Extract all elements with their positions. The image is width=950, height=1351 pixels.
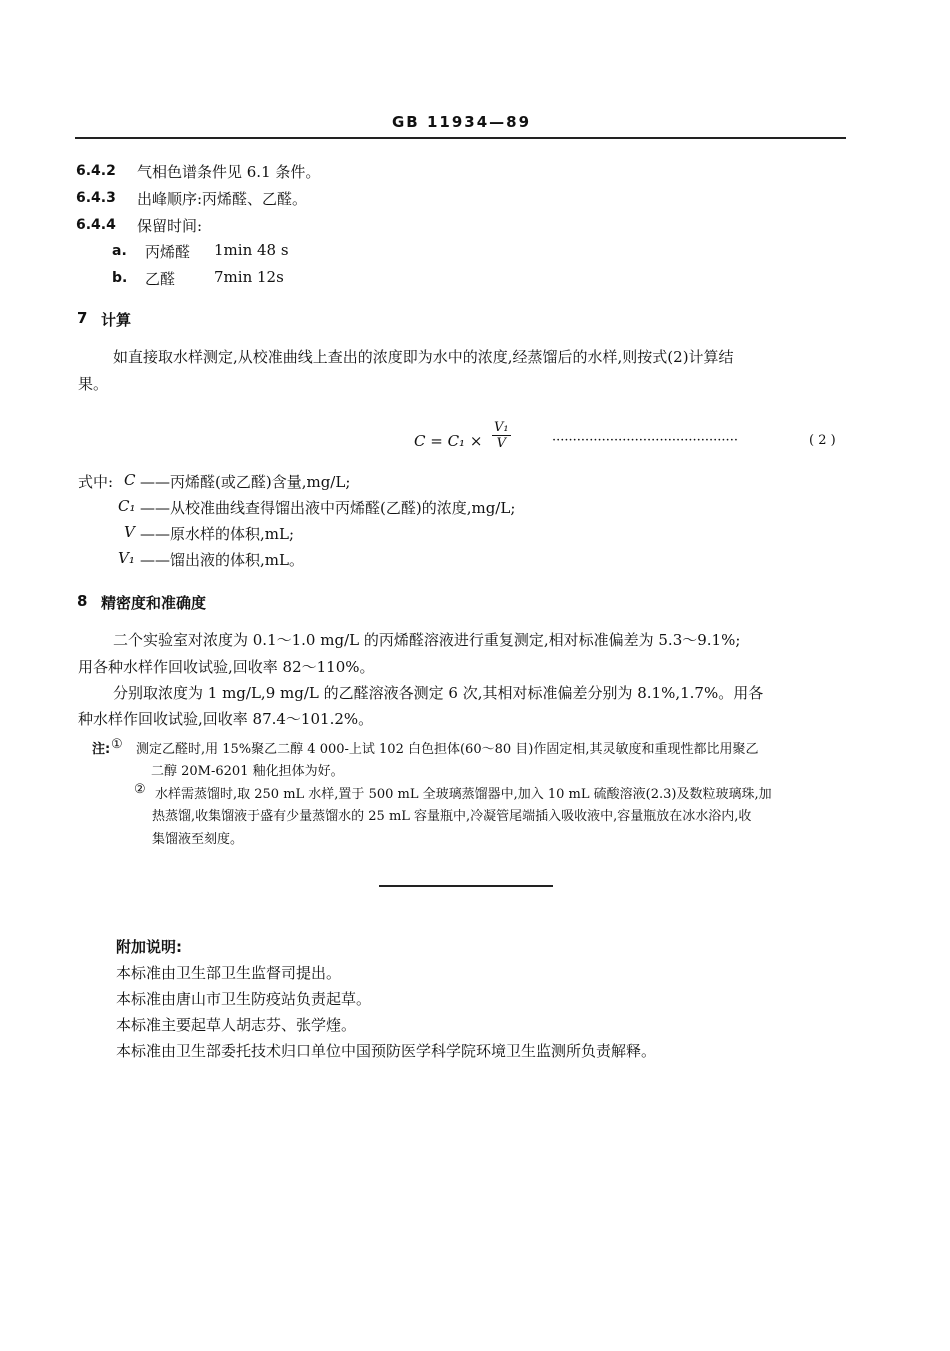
appendix-line: 本标准由唐山市卫生防疫站负责起草。 [116, 990, 372, 1008]
note-text: 测定乙醛时,用 15%聚乙二醇 4 000-上试 102 白色担体(60～80 目)作固定相,其灵敏度和重现性都比用聚乙 [136, 742, 759, 757]
note-text: 集馏液至刻度。 [152, 832, 244, 847]
standard-number: GB 11934—89 [392, 113, 532, 131]
retention-time: 7min 12s [214, 268, 284, 286]
clause-text: 气相色谱条件见 6.1 条件。 [137, 163, 321, 181]
equation-number: ( 2 ) [809, 433, 836, 448]
fraction-numerator: V₁ [494, 420, 509, 435]
paragraph-line: 种水样作回收试验,回收率 87.4～101.2%。 [78, 710, 374, 728]
variable-symbol: V₁ [118, 549, 135, 567]
formula-leader-dots: ············································· [552, 433, 738, 448]
list-label: a. [112, 243, 127, 259]
note-text: 二醇 20M-6201 釉化担体为好。 [151, 764, 344, 779]
paragraph-line: 二个实验室对浓度为 0.1～1.0 mg/L 的丙烯醛溶液进行重复测定,相对标准偏差为 5.3～9.1%; [113, 631, 741, 649]
section-title: 精密度和准确度 [101, 594, 207, 612]
section-number: 8 [77, 592, 88, 610]
variable-description: ——丙烯醛(或乙醛)含量,mg/L; [140, 473, 351, 491]
clause-number: 6.4.2 [76, 163, 116, 179]
note-label: 注: [92, 742, 111, 757]
paragraph-line: 果。 [78, 375, 109, 393]
appendix-line: 本标准由卫生部委托技术归口单位中国预防医学科学院环境卫生监测所负责解释。 [116, 1042, 657, 1060]
note-text: 水样需蒸馏时,取 250 mL 水样,置于 500 mL 全玻璃蒸馏器中,加入 10 mL 硫酸溶液(2.3)及数粒玻璃珠,加 [155, 787, 772, 802]
clause-text: 出峰顺序:丙烯醛、乙醛。 [137, 190, 308, 208]
paragraph-line: 用各种水样作回收试验,回收率 82～110%。 [78, 658, 375, 676]
end-divider [379, 885, 553, 887]
appendix-title: 附加说明: [116, 938, 182, 956]
variable-symbol: C [124, 471, 136, 489]
variable-symbol: V [124, 523, 135, 541]
variable-description: ——原水样的体积,mL; [140, 525, 295, 543]
clause-text: 保留时间: [137, 217, 203, 235]
paragraph-line: 如直接取水样测定,从校准曲线上查出的浓度即为水中的浓度,经蒸馏后的水样,则按式(2)计算结 [113, 348, 734, 366]
appendix-line: 本标准由卫生部卫生监督司提出。 [116, 964, 342, 982]
variable-description: ——从校准曲线查得馏出液中丙烯醛(乙醛)的浓度,mg/L; [140, 499, 516, 517]
note-text: 热蒸馏,收集馏液于盛有少量蒸馏水的 25 mL 容量瓶中,冷凝管尾端插入吸收液中,容量瓶放在冰水浴内,收 [152, 809, 752, 824]
list-label: b. [112, 270, 128, 286]
compound-name: 乙醛 [145, 270, 176, 288]
fraction-denominator: V [496, 436, 506, 451]
note-marker: ① [111, 737, 123, 752]
paragraph-line: 分别取浓度为 1 mg/L,9 mg/L 的乙醛溶液各测定 6 次,其相对标准偏差分别为 8.1%,1.7%。用各 [113, 684, 764, 702]
where-label: 式中: [78, 473, 114, 491]
clause-number: 6.4.4 [76, 217, 116, 233]
header-rule [75, 137, 846, 139]
clause-number: 6.4.3 [76, 190, 116, 206]
formula-fraction [492, 420, 511, 451]
section-title: 计算 [101, 311, 132, 329]
note-marker: ② [134, 782, 146, 797]
formula-lhs: C = C₁ × [414, 432, 483, 450]
retention-time: 1min 48 s [214, 241, 289, 259]
appendix-line: 本标准主要起草人胡志芬、张学煃。 [116, 1016, 357, 1034]
section-number: 7 [77, 309, 88, 327]
compound-name: 丙烯醛 [145, 243, 191, 261]
variable-symbol: C₁ [118, 497, 136, 515]
variable-description: ——馏出液的体积,mL。 [140, 551, 304, 569]
